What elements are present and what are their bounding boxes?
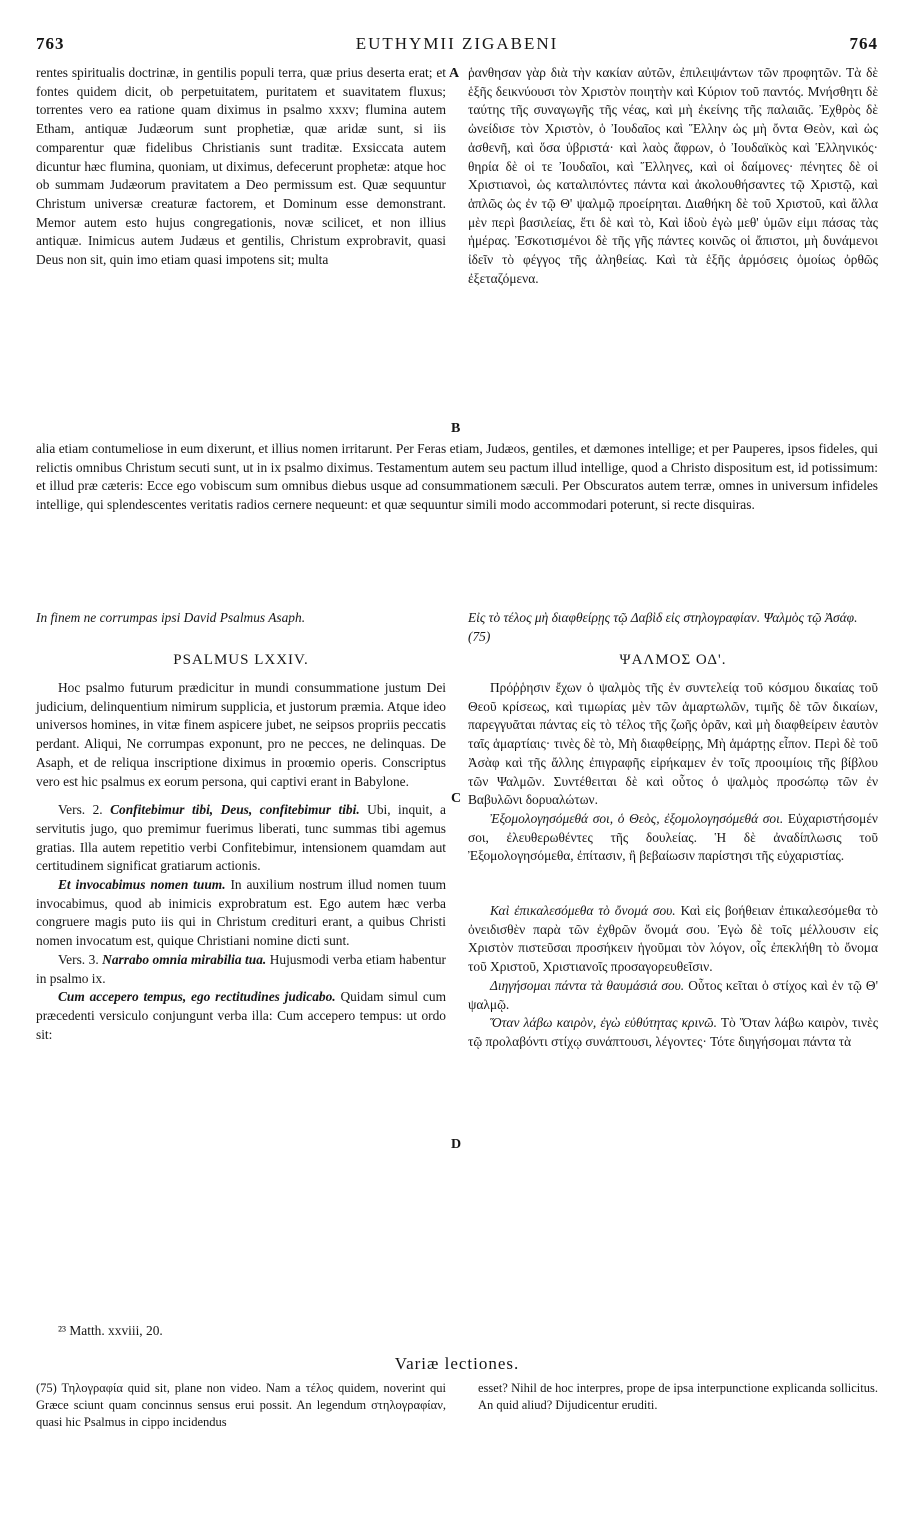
greek-invocabimus (468, 902, 878, 977)
variae-lectiones-heading: Variæ lectiones. (394, 1354, 520, 1373)
verse-lemma: Ἐξομολογησόμεθά σοι, ὁ Θεὸς, ἐξομολογησόμεθά σοι. (490, 810, 784, 826)
variant-notes-left: (75) Τηλογραφία quid sit, plane non video. Nam a τέλος quidem, noverint qui Græce sciunt quam concinnus sensus erui possit. An legendum στηλογραφίαν, quasi hic Psalmus in cippo incidendus (36, 1381, 446, 1429)
verse-label: Vers. 2. (58, 802, 103, 818)
verse-lemma: Διηγήσομαι πάντα τὰ θαυμάσιά σου. (490, 977, 685, 993)
verse-comment: Οὗτος κεῖται ὁ στίχος καὶ ἐν τῷ Θ' ψαλμῷ. (468, 977, 878, 1012)
verse-lemma: Confitebimur tibi, Deus, confitebimur tibi. (110, 802, 360, 818)
latin-cum-accepero (36, 988, 446, 1044)
left-psalm-column (36, 679, 446, 1044)
top-right-text: ῥανθησαν γὰρ διὰ τὴν κακίαν αὐτῶν, ἐπιλειψάντων τῶν προφητῶν. Τὰ δὲ ἑξῆς δεικνύουσι τὸν Χριστὸν ποιητὴν καὶ Κύριον τοῦ παντός. Μνήσθητι δὲ ταύτης τῆς συναγωγῆς τῆς νέας, καὶ μὴ ἐκείνης τῆς παλαιᾶς. Ἐχθρὸς δὲ ὠνείδισε τὸν Χριστὸν, ὁ Ἰουδαῖος καὶ Ἕλλην ὡς μὴ ὄντα Θεὸν, καὶ ὡς ἀσθενῆ, καὶ ὅσα ὑβριστά· καὶ λαὸς ἄφρων, ὁ Ἰουδαϊκὸς καὶ Ἑλληνικός· θηρία δὲ οἱ τε Ἰουδαῖοι, καὶ Ἕλληνες, καὶ οἱ δαίμονες· πένητες δὲ οἱ Χριστιανοὶ, ὡς καταλιπόντες πάντα καὶ ἀκολουθήσαντες τῷ Χριστῷ, καὶ ἁπλῶς ὡς ἐν τῷ Θ' ψαλμῷ προείρηται. Διαθήκη δὲ τοῦ Χριστοῦ, καὶ ἄλλα μὲν περὶ βασιλείας, ἔτι δὲ καὶ τὸ, Καὶ ἰδοὺ ἐγὼ μεθ' ὑμῶν εἰμι πάσας τὰς ἡμέρας. Ἐσκοτισμένοι δὲ τῆς γῆς πάντες κοινῶς οἱ ἄπιστοι, μὴ δυνάμενοι ἰδεῖν τὸ φέγγος τῆς ἀληθείας. Καὶ τὰ ἑξῆς ἁρμόσεις ὁμοίως ὀρθῶς ἐξεταζόμενα. (468, 65, 878, 286)
verse-lemma: Et invocabimus nomen tuum. (58, 877, 226, 893)
latin-invocabimus (36, 876, 446, 951)
margin-marker-c: C (451, 791, 462, 806)
greek-verse-2 (468, 810, 878, 866)
right-psalm-column (468, 679, 878, 1052)
verse-lemma: Καὶ ἐπικαλεσόμεθα τὸ ὄνομά σου. (490, 903, 676, 919)
margin-marker-a: A (449, 66, 460, 81)
greek-verse-3 (468, 977, 878, 1014)
verse-comment: Hujusmodi verba etiam habentur in psalmo ix. (36, 951, 446, 986)
variant-notes-right: esset? Nihil de hoc interpres, prope de ipsa interpunctione explicanda sollicitus. An quid aliud? Dijudicentur eruditi. (478, 1381, 878, 1412)
verse-comment: In auxilium nostrum illud nomen tuum invocabimus, quod ab inimicis exprobratum est. Ego autem hæc verba congruere magis puto iis qui in Christum credituri erant, a quibus Christi nomen invocatum est, quique Christiani nomine dicti sunt. (36, 877, 446, 949)
inscription-note-ref: (75) (468, 628, 491, 644)
verse-comment: Τὸ Ὅταν λάβω καιρὸν, τινὲς τῷ προλαβόντι στίχῳ συνάπτουσι, λέγοντες· Τότε διηγήσομαι πάντα τὰ (468, 1015, 879, 1049)
margin-marker-b: B (451, 421, 461, 436)
verse-comment: Quidam simul cum præcedenti versiculo conjungunt verba illa: Cum accepero tempus: ut ordo sit: (36, 989, 446, 1042)
latin-intro: Hoc psalmo futurum prædicitur in mundi consummatione justum Dei judicium, delinquentium nimirum supplicia, et justorum præmia. Atque ideo universos homines, in vitæ finem aspicere jubet, ne seipsos propriis peccatis perdant. Aliqui, Ne corrumpas exponunt, pro ne pecces, ne delinquas. De Asaph, et de reliqua inscriptione diximus in proœmio operis. Conscriptus vero est hic psalmus ex eorum persona, qui captivi erant in Babylone. (36, 680, 446, 789)
latin-verse-2 (36, 801, 446, 876)
verse-label: Vers. 3. (58, 951, 99, 967)
psalm-title-greek: ΨΑΛΜΟΣ ΟΔ'. (619, 652, 727, 668)
latin-verse-3 (36, 951, 446, 988)
inscription-latin: In finem ne corrumpas ipsi David Psalmus Asaph. (36, 610, 306, 625)
full-width-text: alia etiam contumeliose in eum dixerunt, et illius nomen irritarunt. Per Feras etiam, Judæos, gentiles, et dæmones intellige; et per Pauperes, ipsos fideles, qui relictis omnibus Christum secuti sunt, ut in ix psalmo diximus. Testamentum autem seu pactum illud intellige, quod a Christo dispositum est, id potissimum: et illud præ cæteris: Ecce ego vobiscum sum omnibus diebus usque ad consummationem sæculi. Per Obscuratos autem terræ, omnes in universum infideles intellige, qui splendescentes veritatis radios cernere nequeunt: et quæ sequuntur simili modo accommodari poterunt, si recte disquiras. (36, 441, 878, 513)
greek-intro: Πρόῤῥησιν ἔχων ὁ ψαλμὸς τῆς ἐν συντελείᾳ τοῦ κόσμου δικαίας τοῦ Θεοῦ κρίσεως, καὶ τιμωρίας μὲν τῶν ἁμαρτωλῶν, τιμῆς δὲ τῶν δικαίων, παρεγγυᾶται πάντας εἰς τὸ τέλος τῆς ζωῆς ὁρᾶν, καὶ μὴ διαφθείρειν ἑαυτὸν ταῖς ἁμαρτίαις· τινὲς δὲ τὸ, Μὴ διαφθείρῃς, Μὴ ἁμάρτῃς εἶπον. Περὶ δὲ τοῦ Ἀσὰφ καὶ τῆς ἄλλης ἐπιγραφῆς εἰρήκαμεν ἐν τοῖς προοιμίοις τῆς βίβλου τῶν Ψαλμῶν. Συντέθειται δὲ καὶ οὗτος ὁ ψαλμὸς προσώπῳ τῶν ἐν Βαβυλῶνι δορυαλώτων. (468, 680, 878, 808)
verse-lemma: Cum accepero tempus, ego rectitudines judicabo. (58, 989, 336, 1005)
inscription-greek-block (468, 609, 878, 646)
top-right-column (468, 64, 878, 288)
verse-comment: Εὐχαριστήσομέν σοι, ἐλευθερωθέντες τῆς δουλείας. Ἡ δὲ ἀναδίπλωσις τοῦ Ἐξομολογησόμεθα, ἐπίτασιν, ἢ βεβαίωσιν παρίστησι τῆς εὐχαριστίας. (468, 810, 878, 864)
top-left-text: rentes spiritualis doctrinæ, in gentilis populi terra, quæ prius deserta erat; et fontes quidem dicit, ob perpetuitatem, puritatem et suavitatem fluxus; torrentes vero ea ratione quam diximus in psalmo xxxv; flumina autem Etham, antiquæ Judæorum sunt prophetiæ, quæ aridæ sunt, si iis comparentur quæ fidelibus Christianis sunt traditæ. Exsiccata autem dicuntur hæc flumina, quoniam, ut diximus, defecerunt prophetæ: atque hoc ob summam Judæorum pravitatem a Deo permissum est. Quæ sequuntur Christum universæ creaturæ factorem, et Dominum esse demonstrant. Memor autem esto hujus congregationis, novæ scilicet, et non illius antiquæ. Inimicus autem Judæus et gentilis, Christum exprobravit, quasi Deus non sit, quin imo etiam quasi impotens sit; multa (36, 65, 446, 268)
running-header (36, 34, 878, 60)
footnote: ²³ Matth. xxviii, 20. (58, 1323, 163, 1338)
verse-lemma: Narrabo omnia mirabilia tua. (102, 951, 267, 967)
inscription-greek: Εἰς τὸ τέλος μὴ διαφθείρῃς τῷ Δαβὶδ εἰς στηλογραφίαν. Ψαλμὸς τῷ Ἀσάφ. (468, 610, 858, 625)
verse-comment: Ubi, inquit, a servitutis jugo, quo premimur fuerimus liberati, tunc summas tibi agemus gratias. Illa autem repetitio verbi Confitebimur, intensionem quamdam aut certitudinem significat gratiarum actionis. (36, 802, 447, 874)
running-title: EUTHYMII ZIGABENI (355, 34, 559, 53)
full-width-continuation (36, 440, 878, 515)
greek-cum-accepero (468, 1014, 878, 1051)
margin-marker-d: D (451, 1137, 462, 1152)
verse-lemma: Ὅταν λάβω καιρὸν, ἐγὼ εὐθύτητας κρινῶ. (490, 1015, 717, 1031)
verse-comment: Καὶ εἰς βοήθειαν ἐπικαλεσόμεθα τὸ ὀνειδισθὲν παρὰ τῶν ἐχθρῶν ὄνομά σου. Ἐγὼ δὲ τοῖς μέλλουσιν εἰς Χριστὸν πιστεῦσαι προσήκειν ἡγοῦμαι τὸν λόγον, οἷς ἐπεκλήθη τὸ ὄνομα τοῦ Χριστοῦ, Χριστιανοῖς προσαγορευθεῖσιν. (468, 903, 878, 975)
psalm-title-latin: PSALMUS LXXIV. (173, 652, 309, 668)
top-left-column (36, 64, 446, 270)
page-number-left: 763 (36, 34, 65, 53)
page-number-right: 764 (849, 34, 878, 53)
